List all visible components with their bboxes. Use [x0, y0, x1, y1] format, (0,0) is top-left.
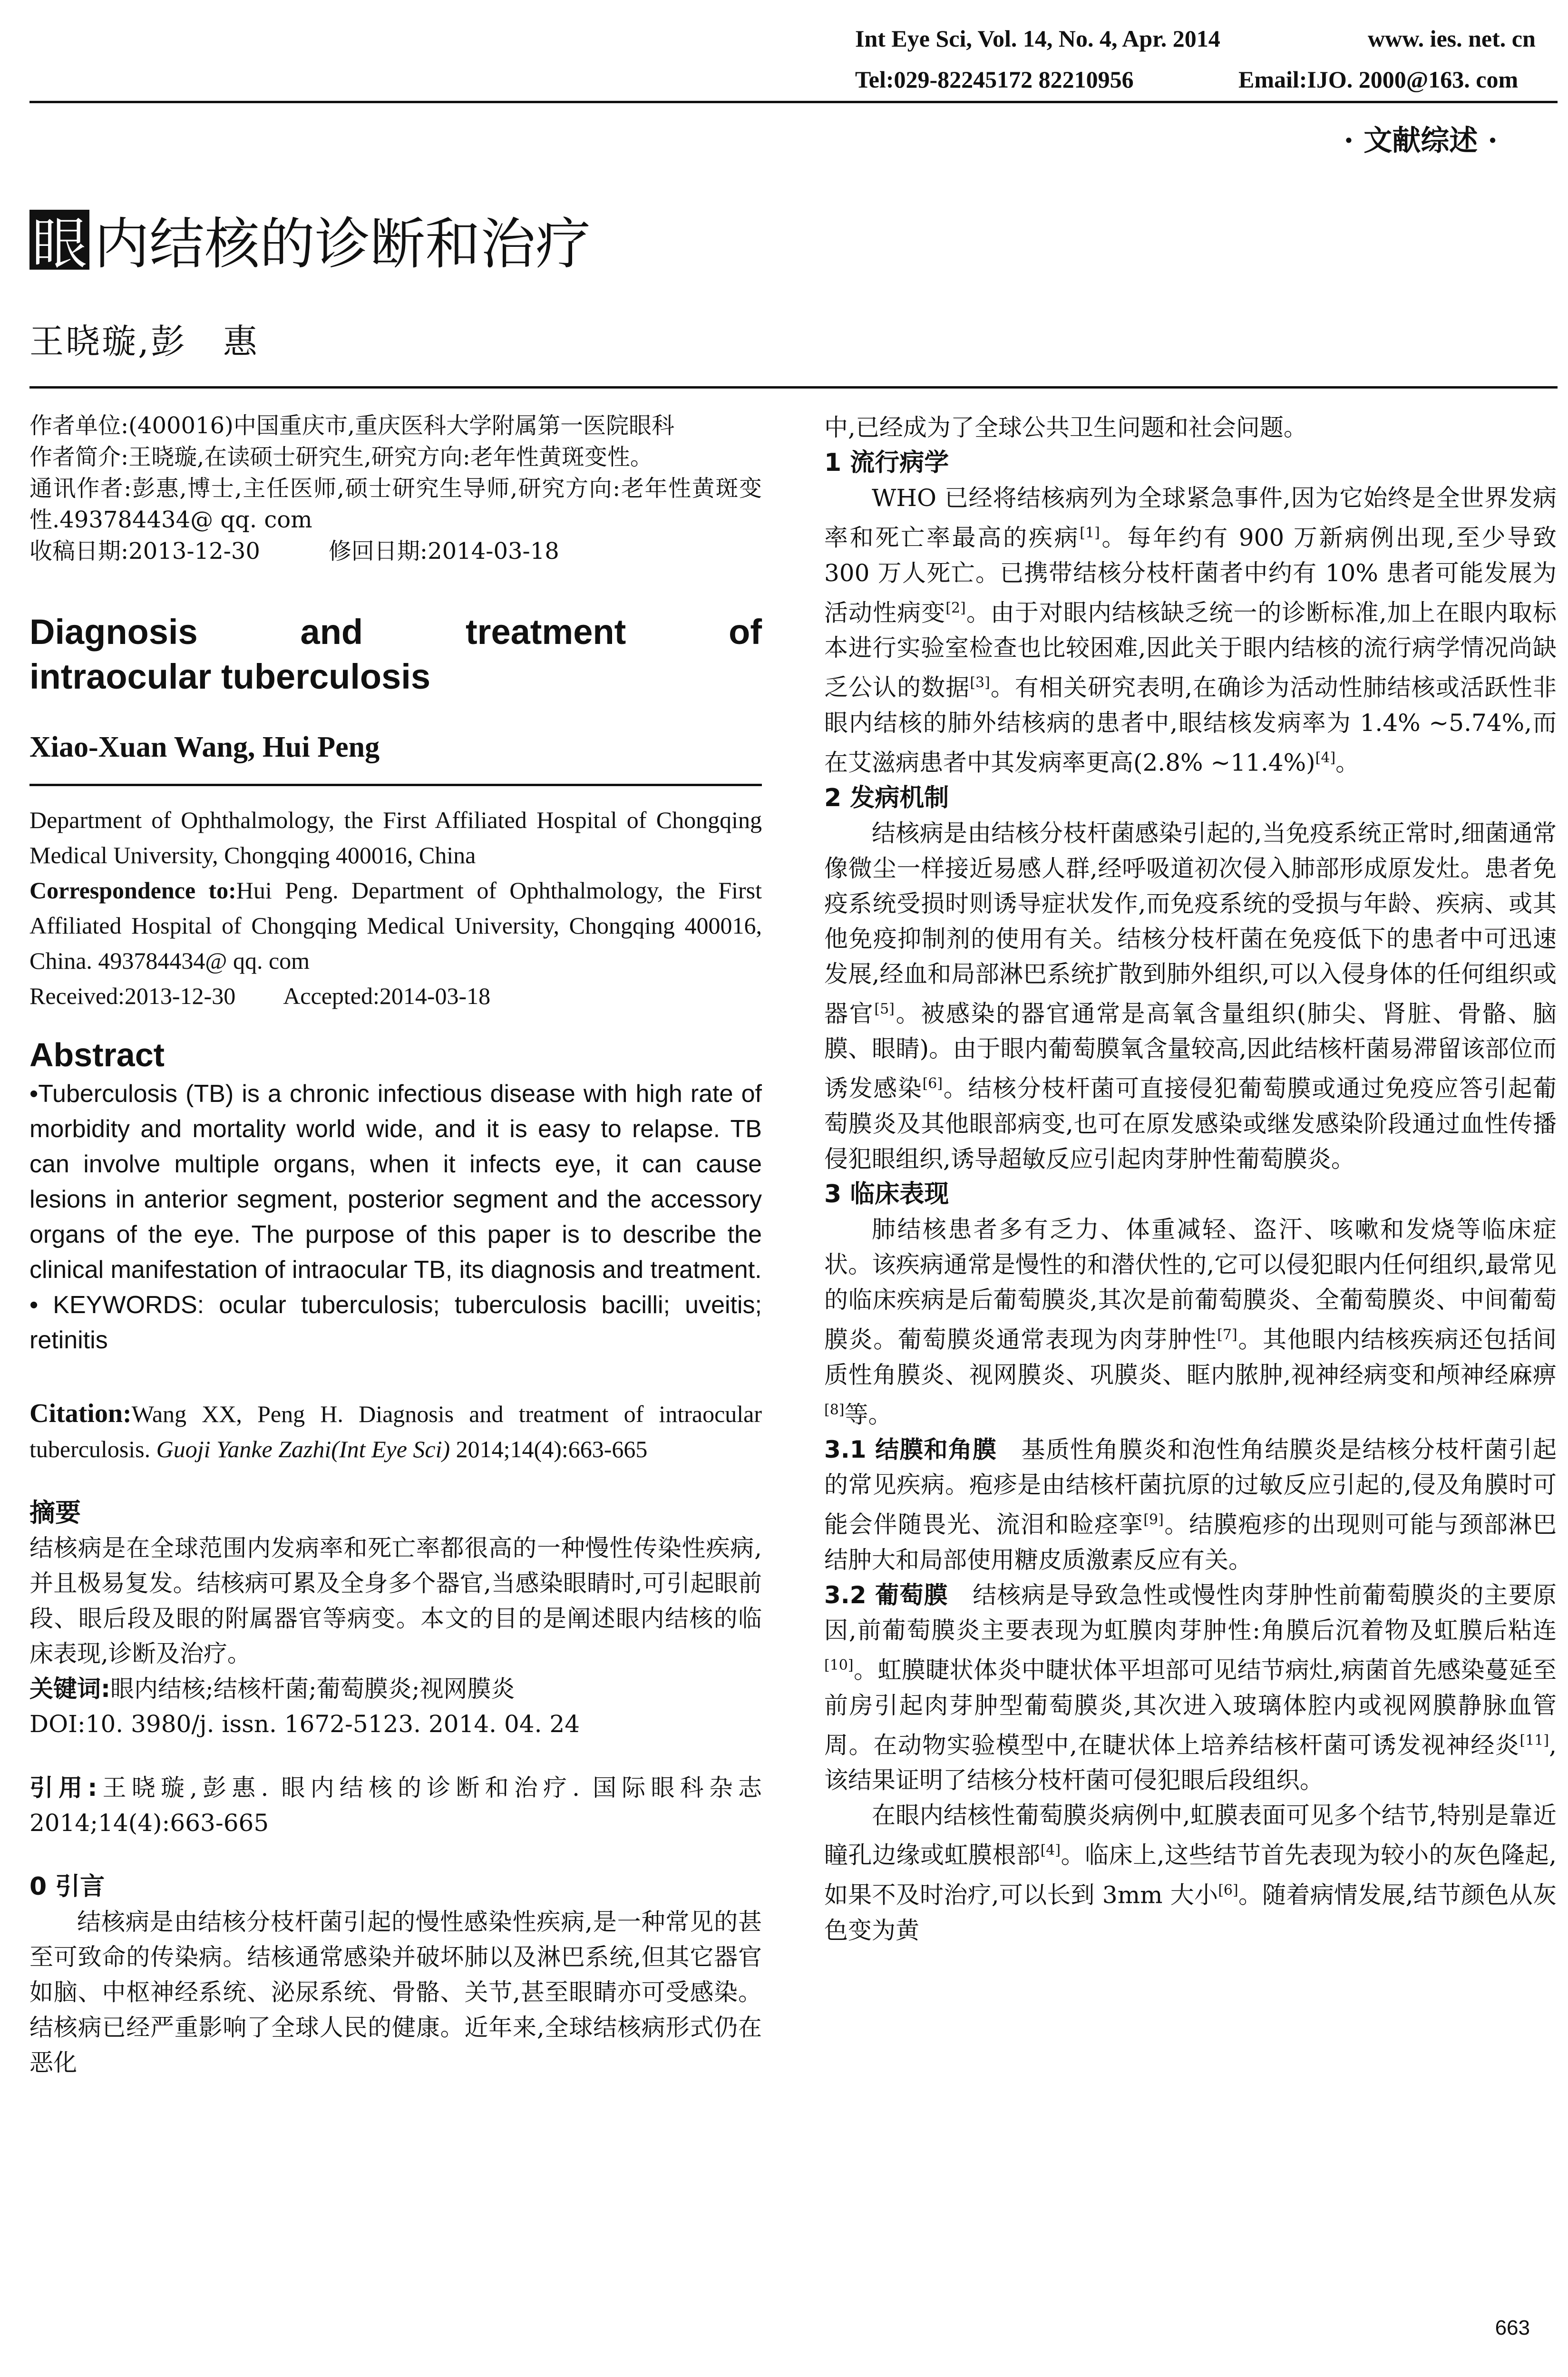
english-citation	[29, 1396, 762, 1467]
author-bio: 作者简介:王晓璇,在读硕士研究生,研究方向:老年性黄斑变性。	[29, 444, 653, 470]
ref-10: [10]	[824, 1656, 854, 1674]
ref-11: [11]	[1519, 1732, 1549, 1749]
received-dates: 收稿日期:2013-12-30 修回日期:2014-03-18	[29, 538, 559, 565]
paragraph-conjunctiva: 3.1 结膜和角膜 基质性角膜炎和泡性角结膜炎是结核分枝杆菌引起的常见疾病。疱疹是由结核杆菌抗原的过敏反应引起的,侵及角膜时可能会伴随畏光、流泪和睑痉挛[9]。结膜疱疹的出现则可能与颈部淋巴结肿大和局部使用糖皮质激素反应有关。	[824, 1436, 1557, 1574]
ref-2: [2]	[945, 599, 966, 616]
abstract-keywords: • KEYWORDS: ocular tuberculosis; tuberculosis bacilli; uveitis; retinitis	[29, 1291, 762, 1354]
heading-pathogenesis: 2 发病机制	[824, 783, 949, 812]
paragraph-clinical: 肺结核患者多有乏力、体重减轻、盗汗、咳嗽和发烧等临床症状。该疾病通常是慢性的和潜伏性的,它可以侵犯眼内任何组织,最常见的临床疾病是后葡萄膜炎,其次是前葡萄膜炎、全葡萄膜炎、中间葡萄膜炎。葡萄膜炎通常表现为肉芽肿性[7]。其他眼内结核疾病还包括间质性角膜炎、视网膜炎、巩膜炎、眶内脓肿,视神经病变和颅神经麻痹[8]等。	[824, 1215, 1557, 1429]
abstract-heading: Abstract	[29, 1036, 165, 1073]
heading-conjunctiva: 3.1 结膜和角膜	[824, 1436, 997, 1464]
doi: DOI:10. 3980/j. issn. 1672-5123. 2014. 04. 24	[29, 1710, 580, 1738]
zh-keywords	[29, 1671, 762, 1706]
ref-8: [8]	[824, 1401, 845, 1418]
correspondence-text: Hui Peng. Department of Ophthalmology, the First Affiliated Hospital of Chongqing Medical University, Chongqing 400016, China. 493784434@ qq. com	[29, 877, 762, 974]
ref-3: [3]	[970, 674, 990, 692]
paragraph-pathogenesis: 结核病是由结核分枝杆菌感染引起的,当免疫系统正常时,细菌通常像微尘一样接近易感人群,经呼吸道初次侵入肺部形成原发灶。患者免疫系统受损时则诱导症状发作,而免疫系统的受损与年龄、疾病、或其他免疫抑制剂的使用有关。结核分枝杆菌在免疫低下的患者中可迅速发展,经血和局部淋巴系统扩散到肺外组织,可以入侵身体的任何组织或器官[5]。被感染的器官通常是高氧含量组织(肺尖、肾脏、骨骼、脑膜、眼睛)。由于眼内葡萄膜氧含量较高,因此结核杆菌易滞留该部位而诱发感染[6]。结核分枝杆菌可直接侵犯葡萄膜或通过免疫应答引起葡萄膜炎及其他眼部病变,也可在原发感染或继发感染阶段通过血性传播侵犯眼组织,诱导超敏反应引起肉芽肿性葡萄膜炎。	[824, 819, 1557, 1173]
citation-text1: Wang XX, Peng H. Diagnosis and treatment of intraocular tuberculosis.	[29, 1401, 762, 1462]
citation-text2: 2014;14(4):663-665	[450, 1436, 648, 1462]
paragraph-uvea: 3.2 葡萄膜 结核病是导致急性或慢性肉芽肿性前葡萄膜炎的主要原因,前葡萄膜炎主要表现为虹膜肉芽肿性:角膜后沉着物及虹膜后粘连[10]。虹膜睫状体炎中睫状体平坦部可见结节病灶,病菌首先感染蔓延至前房引起肉芽肿型葡萄膜炎,其次进入玻璃体腔内或视网膜静脉血管周。在动物实验模型中,在睫状体上培养结核杆菌可诱发视神经炎[11],该结果证明了结核分枝杆菌可侵犯眼后段组织。	[824, 1581, 1557, 1794]
title-initial: 眼	[29, 210, 89, 270]
zh-abstract-text: 结核病是在全球范围内发病率和死亡率都很高的一种慢性传染性疾病,并且极易复发。结核病可累及全身多个器官,当感染眼睛时,可引起眼前段、眼后段及眼的附属器官等病变。本文的目的是阐述眼内结核的临床表现,诊断及治疗。	[29, 1534, 762, 1667]
en-title-word: and	[300, 612, 363, 652]
authors-cn: 王晓璇,彭 惠	[29, 321, 259, 361]
zh-abstract-heading: 摘要	[29, 1498, 81, 1528]
heading-clinical: 3 临床表现	[824, 1179, 949, 1208]
ref-9: [9]	[1143, 1511, 1164, 1529]
heading-epidemiology: 1 流行病学	[824, 448, 949, 477]
title-rest: 内结核的诊断和治疗	[94, 212, 591, 276]
english-title	[29, 610, 762, 699]
journal-email: Email:IJO. 2000@163. com	[1238, 66, 1519, 93]
en-title-word: treatment	[466, 612, 626, 652]
english-affiliation: Department of Ophthalmology, the First Affiliated Hospital of Chongqing Medical University, Chongqing 400016, China	[29, 807, 762, 868]
en-title-word: of	[729, 612, 762, 652]
zh-keywords-label: 关键词:	[29, 1675, 110, 1703]
journal-issue: Int Eye Sci, Vol. 14, No. 4, Apr. 2014	[855, 25, 1220, 52]
page-number: 663	[1495, 2316, 1530, 2339]
right-column	[824, 410, 1557, 1948]
zh-citation-text: 王晓璇,彭惠. 眼内结核的诊断和治疗. 国际眼科杂志 2014;14(4):663-665	[29, 1774, 762, 1837]
header-rule	[29, 101, 1558, 103]
citation-label: Citation:	[29, 1399, 132, 1428]
english-correspondence	[29, 873, 762, 978]
article-title	[29, 200, 591, 279]
journal-website: www. ies. net. cn	[1368, 25, 1536, 52]
intro-continued: 中,已经成为了全球公共卫生问题和社会问题。	[824, 414, 1307, 441]
ref-5: [5]	[874, 1000, 895, 1017]
heading-uvea: 3.2 葡萄膜	[824, 1581, 948, 1609]
left-column	[29, 410, 762, 2080]
paragraph-epidemiology: WHO 已经将结核病列为全球紧急事件,因为它始终是全世界发病率和死亡率最高的疾病[1]。每年约有 900 万新病例出现,至少导致 300 万人死亡。已携带结核分枝杆菌者中约有 10% 患者可能发展为活动性病变[2]。由于对眼内结核缺乏统一的诊断标准,加上在眼内取标本进行实验室检查也比较困难,因此关于眼内结核的流行病学情况尚缺乏公认的数据[3]。有相关研究表明,在确诊为活动性肺结核或活跃性非眼内结核的肺外结核病的患者中,眼结核发病率为 1.4% ~5.74%,而在艾滋病患者中其发病率更高(2.8% ~11.4%)[4]。	[824, 484, 1557, 777]
ref-1: [1]	[1080, 525, 1100, 541]
intro-heading: 0 引言	[29, 1872, 105, 1901]
ref-4b: [4]	[1040, 1842, 1061, 1859]
author-affiliation: 作者单位:(400016)中国重庆市,重庆医科大学附属第一医院眼科	[29, 412, 675, 439]
ref-4: [4]	[1315, 749, 1336, 766]
paragraph-uvea-nodules: 在眼内结核性葡萄膜炎病例中,虹膜表面可见多个结节,特别是靠近瞳孔边缘或虹膜根部[4]。临床上,这些结节首先表现为较小的灰色隆起,如果不及时治疗,可以长到 3mm 大小[6]。随着病情发展,结节颜色从灰色变为黄	[824, 1802, 1557, 1944]
citation-journal: Guoji Yanke Zazhi(Int Eye Sci)	[156, 1436, 450, 1462]
journal-tel: Tel:029-82245172 82210956	[855, 66, 1134, 93]
english-authors-rule	[29, 784, 762, 786]
english-dates: Received:2013-12-30 Accepted:2014-03-18	[29, 983, 491, 1009]
correspondence-label: Correspondence to:	[29, 877, 236, 904]
ref-7: [7]	[1217, 1326, 1237, 1343]
intro-text: 结核病是由结核分枝杆菌引起的慢性感染性疾病,是一种常见的甚至可致命的传染病。结核通常感染并破坏肺以及淋巴系统,但其它器官如脑、中枢神经系统、泌尿系统、骨骼、关节,甚至眼睛亦可受感染。结核病已经严重影响了全球人民的健康。近年来,全球结核病形式仍在恶化	[29, 1908, 762, 2076]
corresponding-author: 通讯作者:彭惠,博士,主任医师,硕士研究生导师,研究方向:老年性黄斑变性.493784434@ qq. com	[29, 475, 762, 533]
en-title-line2: intraocular tuberculosis	[29, 657, 430, 696]
en-title-word: Diagnosis	[29, 612, 198, 652]
zh-keywords-text: 眼内结核;结核杆菌;葡萄膜炎;视网膜炎	[110, 1675, 515, 1703]
english-authors: Xiao-Xuan Wang, Hui Peng	[29, 731, 380, 763]
zh-citation	[29, 1770, 762, 1841]
section-label: · 文献综述 ·	[1344, 124, 1498, 157]
zh-citation-label: 引用:	[29, 1774, 97, 1802]
ref-6b: [6]	[1218, 1881, 1238, 1899]
ref-6: [6]	[922, 1075, 943, 1092]
title-rule	[29, 386, 1558, 389]
abstract-text: •Tuberculosis (TB) is a chronic infectious disease with high rate of morbidity and mortality world wide, and it is easy to relapse. TB can involve multiple organs, when it infects eye, it can cause lesions in anterior segment, posterior segment and the accessory organs of the eye. The purpose of this paper is to describe the clinical manifestation of intraocular TB, its diagnosis and treatment.	[29, 1080, 762, 1284]
